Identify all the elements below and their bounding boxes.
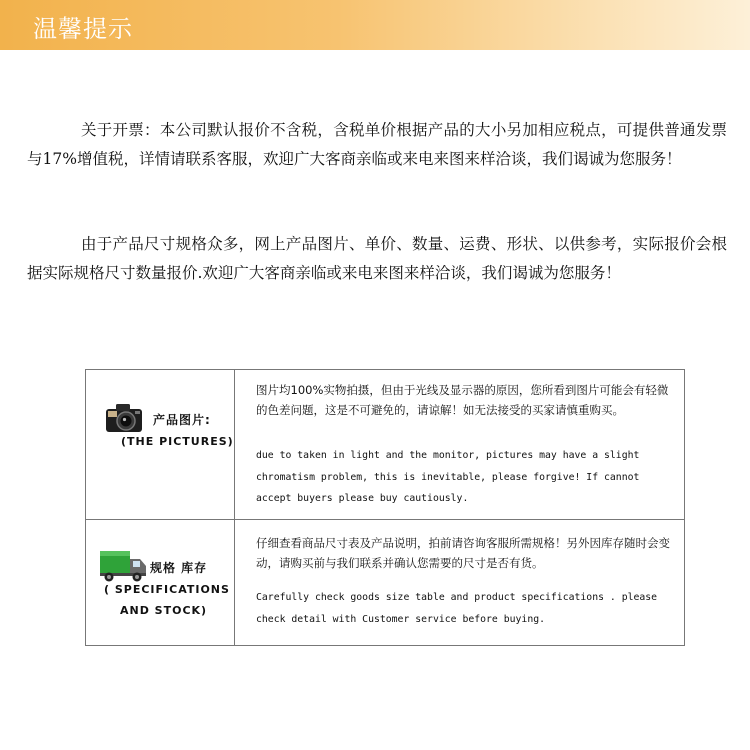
invoice-paragraph: 关于开票：本公司默认报价不含税，含税单价根据产品的大小另加相应税点，可提供普通发票与17%增值税，详情请联系客服，欢迎广大客商亲临或来电来图来样洽谈，我们谒诚为您服务！ [27, 121, 727, 168]
row-divider [86, 519, 684, 520]
specs-label-en-1: ( SPECIFICATIONS [104, 583, 230, 596]
pricing-paragraph: 由于产品尺寸规格众多，网上产品图片、单价、数量、运费、形状、以供参考，实际报价会根据实际规格尺寸数量报价.欢迎广大客商亲临或来电来图来样洽谈，我们谒诚为您服务！ [27, 235, 727, 282]
notice-table [85, 369, 685, 646]
header-banner [0, 0, 750, 50]
specs-label-en-2: AND STOCK) [120, 604, 208, 617]
column-divider [234, 370, 235, 645]
specs-label-cn: 规格 库存 [150, 561, 208, 575]
pictures-label-en: (THE PICTURES) [121, 435, 234, 448]
pictures-notice-en: due to taken in light and the monitor, pictures may have a slight chromatism problem, this is inevitable, please forgive! If cannot accept buyers please buy cautiously. [256, 450, 640, 504]
specs-notice-en: Carefully check goods size table and product specifications . please check detail with Customer service before buying. [256, 592, 658, 625]
pictures-notice-cn: 图片均100%实物拍摄，但由于光线及显示器的原因，您所看到图片可能会有轻微的色差问题，这是不可避免的，请谅解！如无法接受的买家请慎重购买。 [256, 383, 669, 417]
pictures-label-cn: 产品图片: [153, 413, 211, 427]
specs-notice-cn: 仔细查看商品尺寸表及产品说明，拍前请咨询客服所需规格！另外因库存随时会变动，请购买前与我们联系并确认您需要的尺寸是否有货。 [256, 536, 670, 570]
header-title: 温馨提示 [33, 15, 133, 43]
